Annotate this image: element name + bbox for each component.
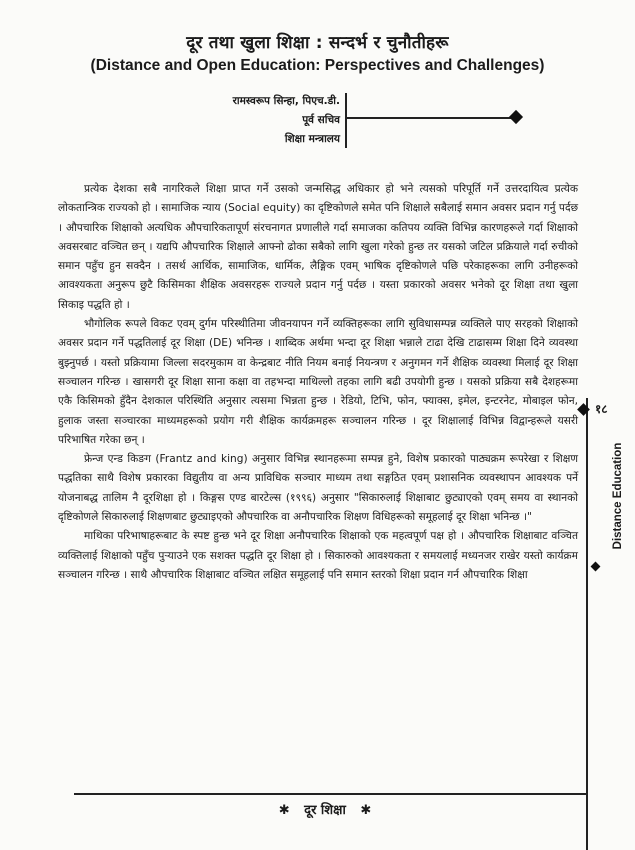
author-vertical-rule [345, 93, 347, 148]
author-position: पूर्व सचिव [302, 114, 340, 126]
author-horizontal-rule [346, 117, 514, 119]
section-diamond-icon [591, 562, 601, 572]
footer-rule [74, 793, 586, 795]
author-block [150, 92, 340, 149]
author-name: रामस्वरूप सिन्हा, पिएच.डी. [232, 95, 340, 107]
sidebar-vertical-rule [586, 398, 588, 850]
paragraph: माथिका परिभाषाहरूबाट के स्पष्ट हुन्छ भने दूर शिक्षा अनौपचारिक शिक्षाको एक महत्वपूर्ण पक्ष हो । औपचारिक शिक्षाबाट वञ्चित व्यक्तिलाई शिक्षाको पहुँच पुऱ्याउने एक सशक्त पद्धति दूर शिक्षा हो । सिकारुको आवश्यकता र समयलाई मध्यनजर राखेर यस्तो कार्यक्रम सञ्चालन गरिन्छ । साथै औपचारिक शिक्षाबाट वञ्चित लक्षित समूहलाई पनि समान स्तरको शिक्षा प्रदान गर्न औपचारिक शिक्षा [58, 530, 578, 581]
section-label: Distance Education [612, 442, 624, 550]
paragraph: भौगोलिक रूपले विकट एवम् दुर्गम परिस्थीतिमा जीवनयापन गर्ने व्यक्तिहरूका लागि सुविधासम्पन्न व्यक्तिले पाए सरहको शिक्षाको अवसर प्रदान गर्ने पद्धतिलाई दूर शिक्षा (DE) भनिन्छ । शाब्दिक अर्थमा भन्दा दूर शिक्षा भन्नाले टाढा देखि टाढासम्म शिक्षा दिने व्यवस्था बुझ्नुपर्छ । यस्तो प्रक्रियामा जिल्ला सदरमुकाम वा केन्द्रबाट नीति नियम बनाई नियन्त्रण र अनुगमन गर्ने शैक्षिक व्यवस्था मिलाई दूर शिक्षा सञ्चालन गरिन्छ । खासगरी दूर शिक्षा साना कक्षा वा तहभन्दा माथिल्लो तहका लागि बढी उपयोगी हुन्छ । यसको प्रक्रिया सबै देशहरूमा एकै किसिमको हुँदैन देशकाल परिस्थिति अनुसार त्यसमा भिन्नता हुन्छ । रेडियो, टिभि, फोन, फ्याक्स, इमेल, इन्टरनेट, मोबाइल फोन, हुलाक जस्ता सञ्चारका माध्यमहरूको प्रयोग गरी शैक्षिक कार्यक्रमहरू सञ्चालन गरिन्छ । दूर शिक्षालाई विभिन्न विद्वान्हरूले यसरी परिभाषित गरेका छन् । [58, 318, 578, 446]
article-title: दूर तथा खुला शिक्षा : सन्दर्भ र चुनौतीहरू [186, 33, 449, 53]
article-body [58, 180, 578, 585]
author-office: शिक्षा मन्त्रालय [284, 133, 340, 145]
paragraph: फ्रेन्ज एन्ड किङग (Frantz and king) अनुसार विभिन्न स्थानहरूमा सम्पन्न हुने, विशेष प्रकारको पाठ्यक्रम रूपरेखा र शिक्षण पद्धतिका साथै विशेष प्रकारका विद्युतीय वा अन्य प्राविधिक सञ्चार माध्यम तथा सङ्गठित एवम् प्रशासनिक व्यवस्थापन आवश्यक पर्ने योजनाबद्ध तालिम नै दूरशिक्षा हो । किङ्गस एण्ड बारटेल्स (१९९६) अनुसार "सिकारुलाई शिक्षाबाट छुट्याएको एवम् समय वा स्थानको दृष्टिकोणले सिकारुलाई शिक्षणबाट छुट्याइएको औपचारिक वा अनौपचारिक शिक्षण विधिहरूको समूहलाई दूर शिक्षा भनिन्छ ।" [58, 453, 578, 524]
diamond-marker-icon [509, 110, 523, 124]
footer [200, 800, 450, 818]
journal-name: दूर शिक्षा [304, 803, 346, 818]
page-number: १८ [595, 402, 608, 416]
star-icon: ✱ [360, 803, 372, 818]
star-icon: ✱ [278, 803, 290, 818]
paragraph: प्रत्येक देशका सबै नागरिकले शिक्षा प्राप्त गर्ने उसको जन्मसिद्ध अधिकार हो भने त्यसको परिपूर्ति गर्ने उत्तरदायित्व प्रत्येक लोकतान्त्रिक राज्यको हो । सामाजिक न्याय (Social equity) का दृष्टिकोणले समेत पनि शिक्षाले सबैलाई समान अवसर प्रदान गर्नु पर्दछ । औपचारिक शिक्षाको अत्यधिक औपचारिकतापूर्ण संरचनागत प्रणालीले गर्दा समाजका कतिपय व्यक्ति विभिन्न कारणहरूले गर्दा शिक्षाको अवसरबाट वञ्चित छन् । यद्यपि औपचारिक शिक्षाले आफ्नो ढोका सबैको लागि खुला गरेको हुन्छ तर यसको जटिल प्रक्रियाले गर्दा रुचीको समान पहुँच हुन सक्दैन । तसर्थ आर्थिक, सामाजिक, धार्मिक, लैङ्गिक एवम् भाषिक दृष्टिकोणले पछि परेकाहरूका लागि उनीहरूको आवश्यकता अनुरूप छुटै किसिमका शैक्षिक अवसरहरू राज्यले प्रदान गर्नु पर्दछ । यस्ता प्रकारको अवसर भनेको दूर शिक्षा तथा खुला सिकाइ पद्धति हो । [58, 183, 578, 311]
article-subtitle: (Distance and Open Education: Perspectives and Challenges) [90, 57, 545, 74]
